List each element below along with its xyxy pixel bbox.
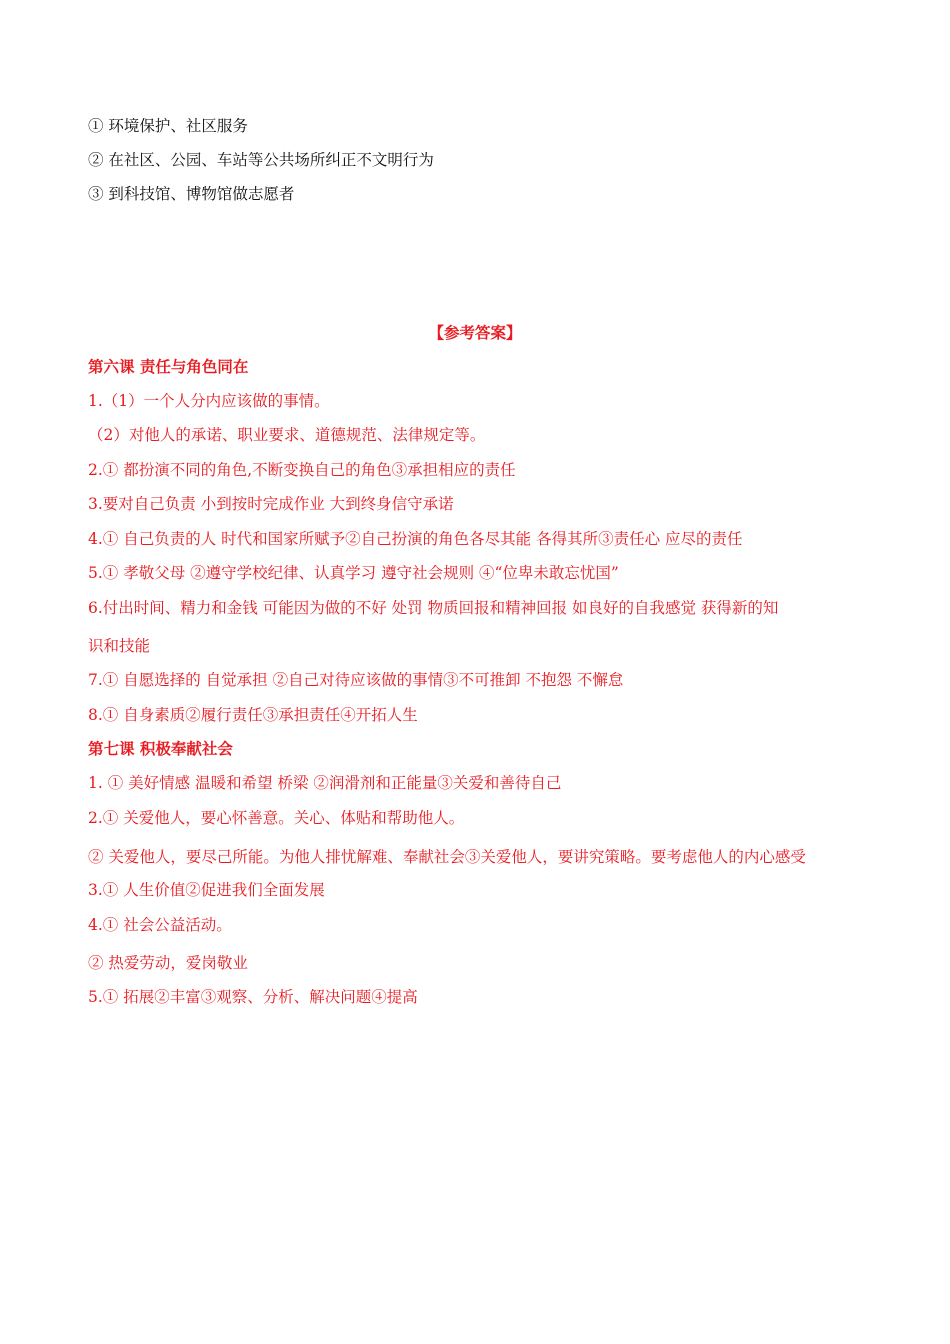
answer-line: （2）对他人的承诺、职业要求、道德规范、法律规定等。 <box>88 426 486 444</box>
answer-line: 2.① 都扮演不同的角色,不断变换自己的角色③承担相应的责任 <box>88 461 516 479</box>
intro-item: ③ 到科技馆、博物馆做志愿者 <box>88 185 295 203</box>
answer-line: 识和技能 <box>88 637 151 655</box>
lesson6-heading: 第六课 责任与角色同在 <box>88 358 249 376</box>
answer-line: 5.① 孝敬父母 ②遵守学校纪律、认真学习 遵守社会规则 ④“位卑未敢忘忧国” <box>88 564 619 582</box>
answer-line: 6.付出时间、精力和金钱 可能因为做的不好 处罚 物质回报和精神回报 如良好的自我感觉 获得新的知 <box>88 599 779 617</box>
answer-line: 7.① 自愿选择的 自觉承担 ②自己对待应该做的事情③不可推卸 不抱怨 不懈怠 <box>88 671 624 689</box>
answer-line: 1. ① 美好情感 温暖和希望 桥梁 ②润滑剂和正能量③关爱和善待自己 <box>88 774 562 792</box>
intro-item: ① 环境保护、社区服务 <box>88 117 248 135</box>
answer-line: ② 关爱他人，要尽己所能。为他人排忧解难、奉献社会③关爱他人，要讲究策略。要考虑他人的内心感受 <box>88 848 806 866</box>
answer-line: 4.① 自己负责的人 时代和国家所赋予②自己扮演的角色各尽其能 各得其所③责任心 应尽的责任 <box>88 530 743 548</box>
answer-line: 8.① 自身素质②履行责任③承担责任④开拓人生 <box>88 706 418 724</box>
answer-line: 2.① 关爱他人，要心怀善意。关心、体贴和帮助他人。 <box>88 809 465 827</box>
answer-line: 1.（1）一个人分内应该做的事情。 <box>88 392 330 410</box>
answer-line: 4.① 社会公益活动。 <box>88 916 232 934</box>
answer-line: 5.① 拓展②丰富③观察、分析、解决问题④提高 <box>88 988 418 1006</box>
answer-line: 3.要对自己负责 小到按时完成作业 大到终身信守承诺 <box>88 495 454 513</box>
answers-title: 【参考答案】 <box>428 324 522 342</box>
answer-line: 3.① 人生价值②促进我们全面发展 <box>88 881 325 899</box>
answer-line: ② 热爱劳动，爱岗敬业 <box>88 954 248 972</box>
intro-item: ② 在社区、公园、车站等公共场所纠正不文明行为 <box>88 151 434 169</box>
lesson7-heading: 第七课 积极奉献社会 <box>88 740 233 758</box>
